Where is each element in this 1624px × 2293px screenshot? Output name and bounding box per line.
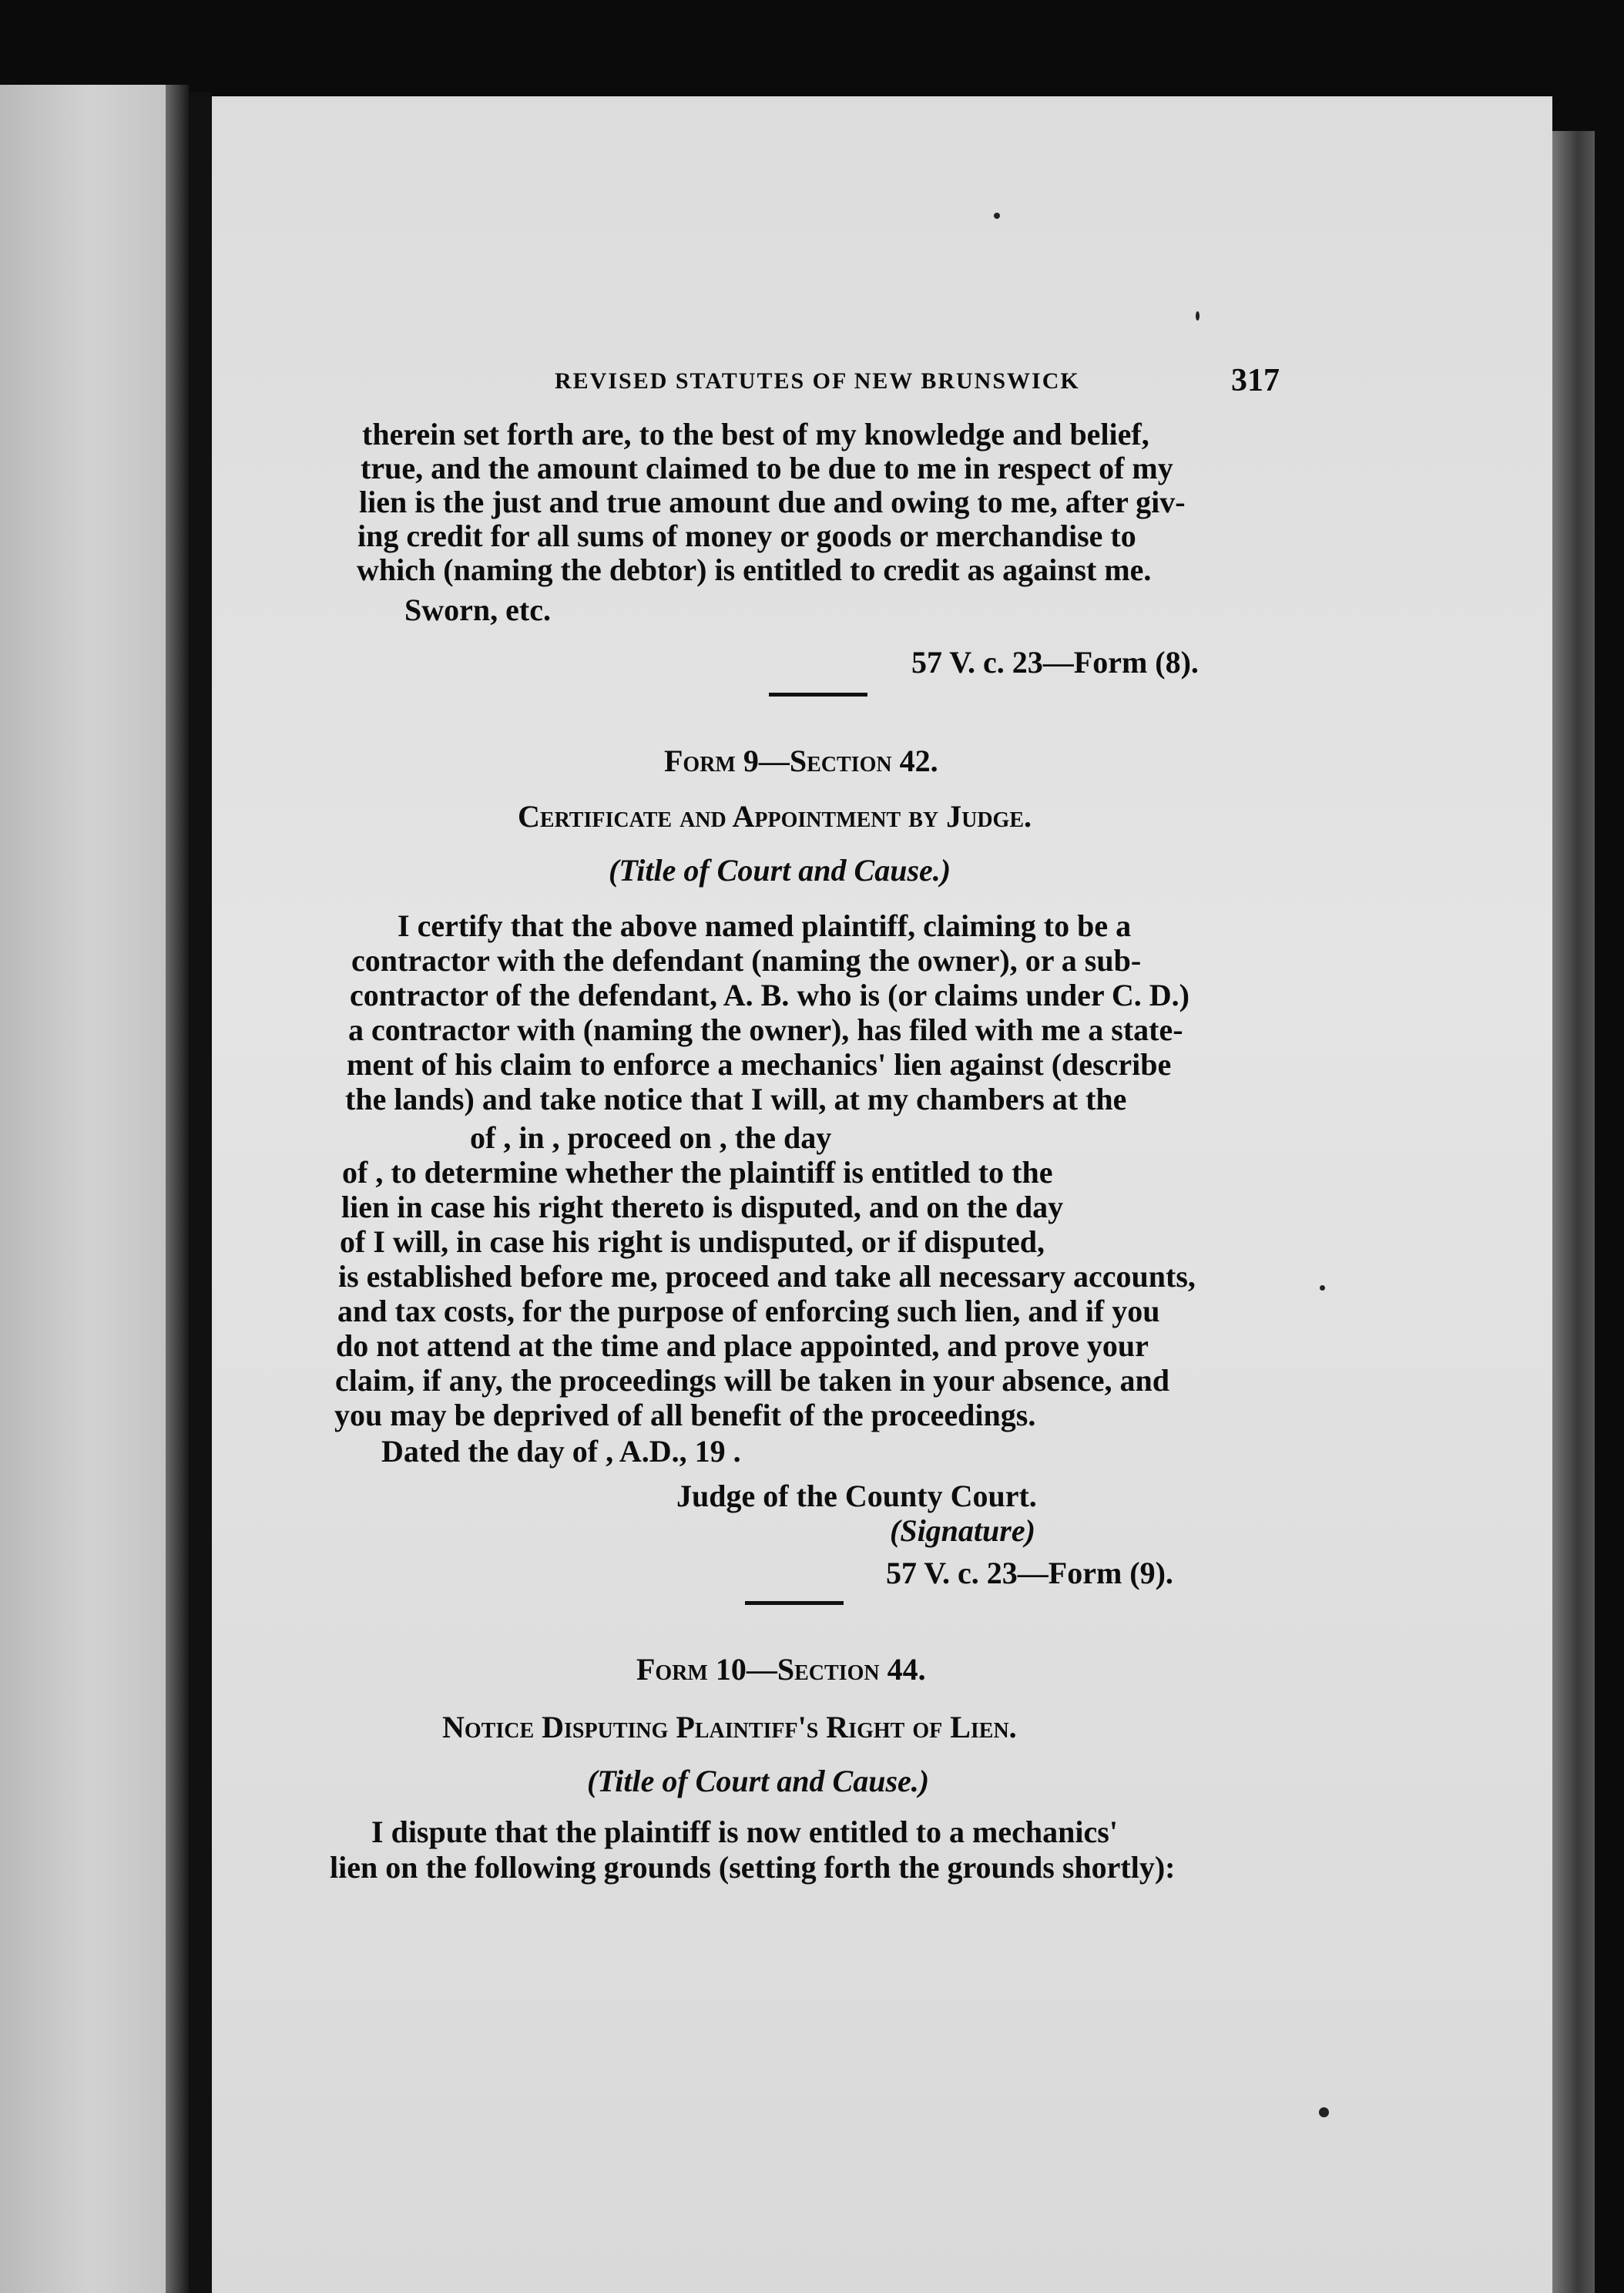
speck: [1320, 1285, 1325, 1291]
paragraph-line: of , to determine whether the plaintiff is entitled to the: [342, 1155, 1053, 1190]
dated-line: Dated the day of , A.D., 19 .: [381, 1434, 741, 1469]
gutter: [189, 92, 212, 2293]
paragraph-line: true, and the amount claimed to be due to me in respect of my: [361, 451, 1173, 485]
citation: 57 V. c. 23—Form (9).: [886, 1556, 1173, 1590]
paragraph-line: I dispute that the plaintiff is now entitled to a mechanics': [371, 1815, 1118, 1849]
paragraph-line: a contractor with (naming the owner), has filed with me a state-: [348, 1012, 1183, 1047]
speck: [1196, 311, 1200, 321]
paragraph-line: lien in case his right thereto is disputed, and on the day: [341, 1190, 1064, 1224]
paragraph-line: of I will, in case his right is undisputed, or if disputed,: [340, 1224, 1045, 1259]
running-title: REVISED STATUTES OF NEW BRUNSWICK: [555, 368, 1080, 394]
paragraph-line: claim, if any, the proceedings will be taken in your absence, and: [335, 1363, 1170, 1398]
paragraph-line: ment of his claim to enforce a mechanics' lien against (describe: [347, 1047, 1172, 1082]
sworn-line: Sworn, etc.: [404, 593, 551, 627]
paragraph-line: which (naming the debtor) is entitled to credit as against me.: [357, 552, 1152, 587]
page-edge: [1552, 131, 1595, 2293]
section-divider: [745, 1601, 844, 1605]
form-heading: Form 9—Section 42.: [664, 744, 938, 778]
speck: [1319, 2107, 1329, 2117]
page-number: 317: [1231, 363, 1280, 398]
paragraph-line: and tax costs, for the purpose of enforcing such lien, and if you: [337, 1294, 1160, 1328]
judge-line: Judge of the County Court.: [676, 1479, 1037, 1513]
form-title: Notice Disputing Plaintiff's Right of Lien.: [442, 1710, 1017, 1744]
paragraph-line: therein set forth are, to the best of my knowledge and belief,: [362, 417, 1149, 452]
speck: [994, 213, 1000, 219]
paragraph-line: contractor with the defendant (naming the owner), or a sub-: [351, 943, 1142, 978]
citation: 57 V. c. 23—Form (8).: [911, 645, 1199, 680]
adjacent-page-edge: [0, 85, 166, 2293]
paragraph-line: is established before me, proceed and take all necessary accounts,: [338, 1259, 1196, 1294]
paragraph-line: the lands) and take notice that I will, at my chambers at the: [345, 1082, 1127, 1116]
paragraph-line: do not attend at the time and place appointed, and prove your: [336, 1328, 1149, 1363]
form-heading: Form 10—Section 44.: [636, 1652, 926, 1687]
paragraph-line: I certify that the above named plaintiff, claiming to be a: [398, 908, 1132, 943]
paragraph-line: lien is the just and true amount due and owing to me, after giv-: [359, 485, 1186, 519]
paragraph-line: ing credit for all sums of money or goods or merchandise to: [357, 519, 1136, 553]
signature-line: (Signature): [890, 1513, 1035, 1548]
binding-shadow: [166, 85, 189, 2293]
paragraph-line: of , in , proceed on , the day: [470, 1120, 832, 1155]
form-subtitle: (Title of Court and Cause.): [587, 1764, 930, 1798]
form-subtitle: (Title of Court and Cause.): [609, 853, 951, 888]
form-title: Certificate and Appointment by Judge.: [518, 799, 1032, 834]
paragraph-line: lien on the following grounds (setting forth the grounds shortly):: [330, 1850, 1176, 1885]
paragraph-line: contractor of the defendant, A. B. who is (or claims under C. D.): [350, 978, 1189, 1012]
section-divider: [769, 693, 867, 697]
paragraph-line: you may be deprived of all benefit of the proceedings.: [334, 1398, 1036, 1432]
